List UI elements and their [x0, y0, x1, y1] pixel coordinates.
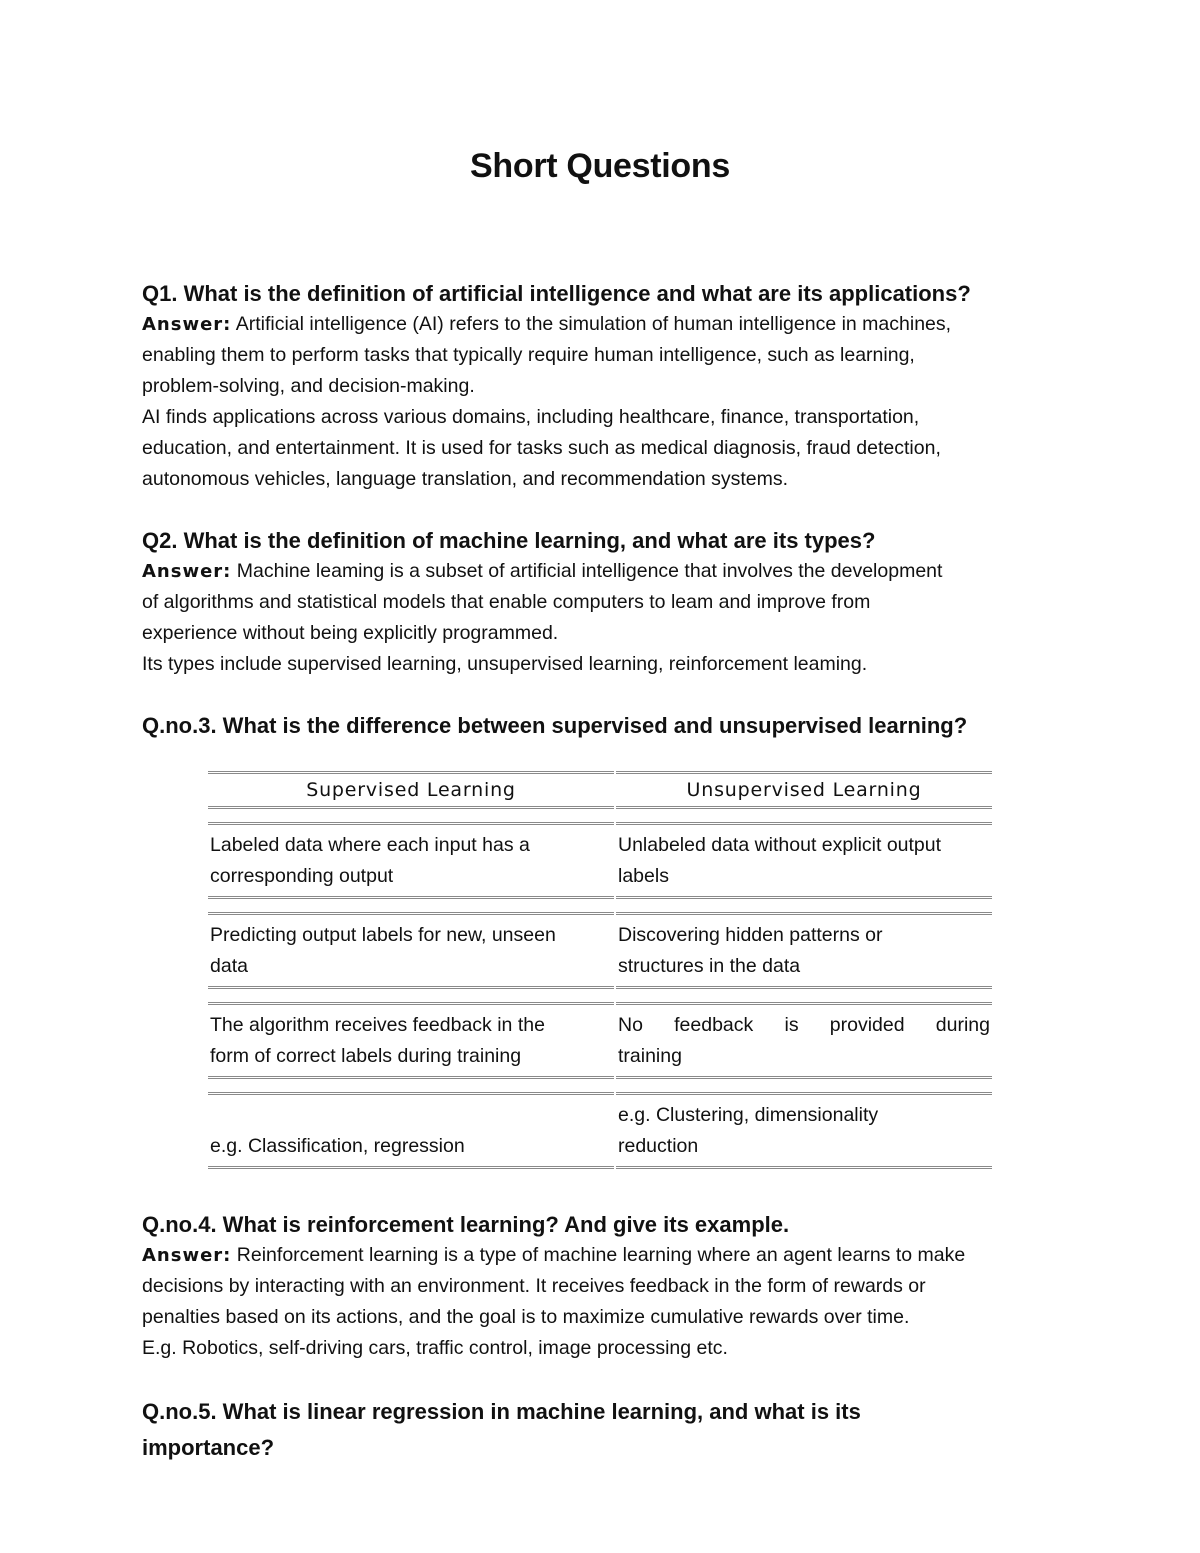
answer-label: Answer:: [142, 314, 232, 335]
table-cell: Predicting output labels for new, unseen data: [208, 915, 614, 989]
table-row: [208, 915, 992, 989]
answer-label: Answer:: [142, 561, 232, 582]
table-header-unsupervised: Unsupervised Learning: [616, 771, 992, 809]
answer-1-extra-line-2: education, and entertainment. It is used for tasks such as medical diagnosis, fraud detection,: [142, 437, 941, 459]
answer-1-line-1: [142, 309, 1062, 340]
table-header-supervised: Supervised Learning: [208, 771, 614, 809]
table-header-row: [208, 771, 992, 809]
answer-text: Reinforcement learning is a type of machine learning where an agent learns to make: [231, 1244, 966, 1266]
table-row: [208, 1005, 992, 1079]
table-cell: Labeled data where each input has a corresponding output: [208, 825, 614, 899]
table-cell: Unlabeled data without explicit output labels: [616, 825, 992, 899]
answer-1-line-2: enabling them to perform tasks that typically require human intelligence, such as learning,: [142, 344, 915, 366]
answer-4-line-2: decisions by interacting with an environment. It receives feedback in the form of rewards or: [142, 1275, 926, 1297]
answer-text: Machine leaming is a subset of artificial intelligence that involves the development: [231, 560, 943, 582]
table-cell: Discovering hidden patterns or structures in the data: [616, 915, 992, 989]
answer-4-extra-line-1: E.g. Robotics, self-driving cars, traffic control, image processing etc.: [142, 1337, 728, 1359]
table-cell: No feedback is provided during training: [616, 1005, 992, 1079]
page-title: Short Questions: [470, 147, 730, 185]
answer-1-extra-line-3: autonomous vehicles, language translation, and recommendation systems.: [142, 468, 789, 490]
table-row: [208, 1095, 992, 1169]
answer-1-extra-line-1: AI finds applications across various domains, including healthcare, finance, transportation,: [142, 406, 920, 428]
answer-2-line-2: of algorithms and statistical models that enable computers to leam and improve from: [142, 591, 871, 613]
document-body: [142, 278, 1062, 1466]
question-1: Q1. What is the definition of artificial intelligence and what are its applications?: [142, 281, 971, 306]
answer-label: Answer:: [142, 1245, 232, 1266]
answer-2-line-1: [142, 556, 1062, 587]
question-2: Q2. What is the definition of machine learning, and what are its types?: [142, 528, 876, 553]
question-5-line-2: importance?: [142, 1435, 275, 1460]
answer-text: Artificial intelligence (AI) refers to the simulation of human intelligence in machines,: [231, 313, 952, 335]
question-4: Q.no.4. What is reinforcement learning? And give its example.: [142, 1212, 790, 1237]
table-cell: e.g. Clustering, dimensionality reduction: [616, 1095, 992, 1169]
table-row: [208, 825, 992, 899]
table-cell: e.g. Classification, regression: [208, 1095, 614, 1169]
comparison-table: [206, 771, 994, 1169]
answer-2-extra-line-1: Its types include supervised learning, unsupervised learning, reinforcement leaming.: [142, 653, 868, 675]
question-3: Q.no.3. What is the difference between supervised and unsupervised learning?: [142, 713, 968, 738]
answer-4-line-3: penalties based on its actions, and the goal is to maximize cumulative rewards over time.: [142, 1306, 910, 1328]
answer-4-line-1: [142, 1240, 1062, 1271]
answer-1-line-3: problem-solving, and decision-making.: [142, 375, 475, 397]
question-5-line-1: Q.no.5. What is linear regression in machine learning, and what is its: [142, 1399, 861, 1424]
table-cell: The algorithm receives feedback in the form of correct labels during training: [208, 1005, 614, 1079]
answer-2-line-3: experience without being explicitly programmed.: [142, 622, 559, 644]
